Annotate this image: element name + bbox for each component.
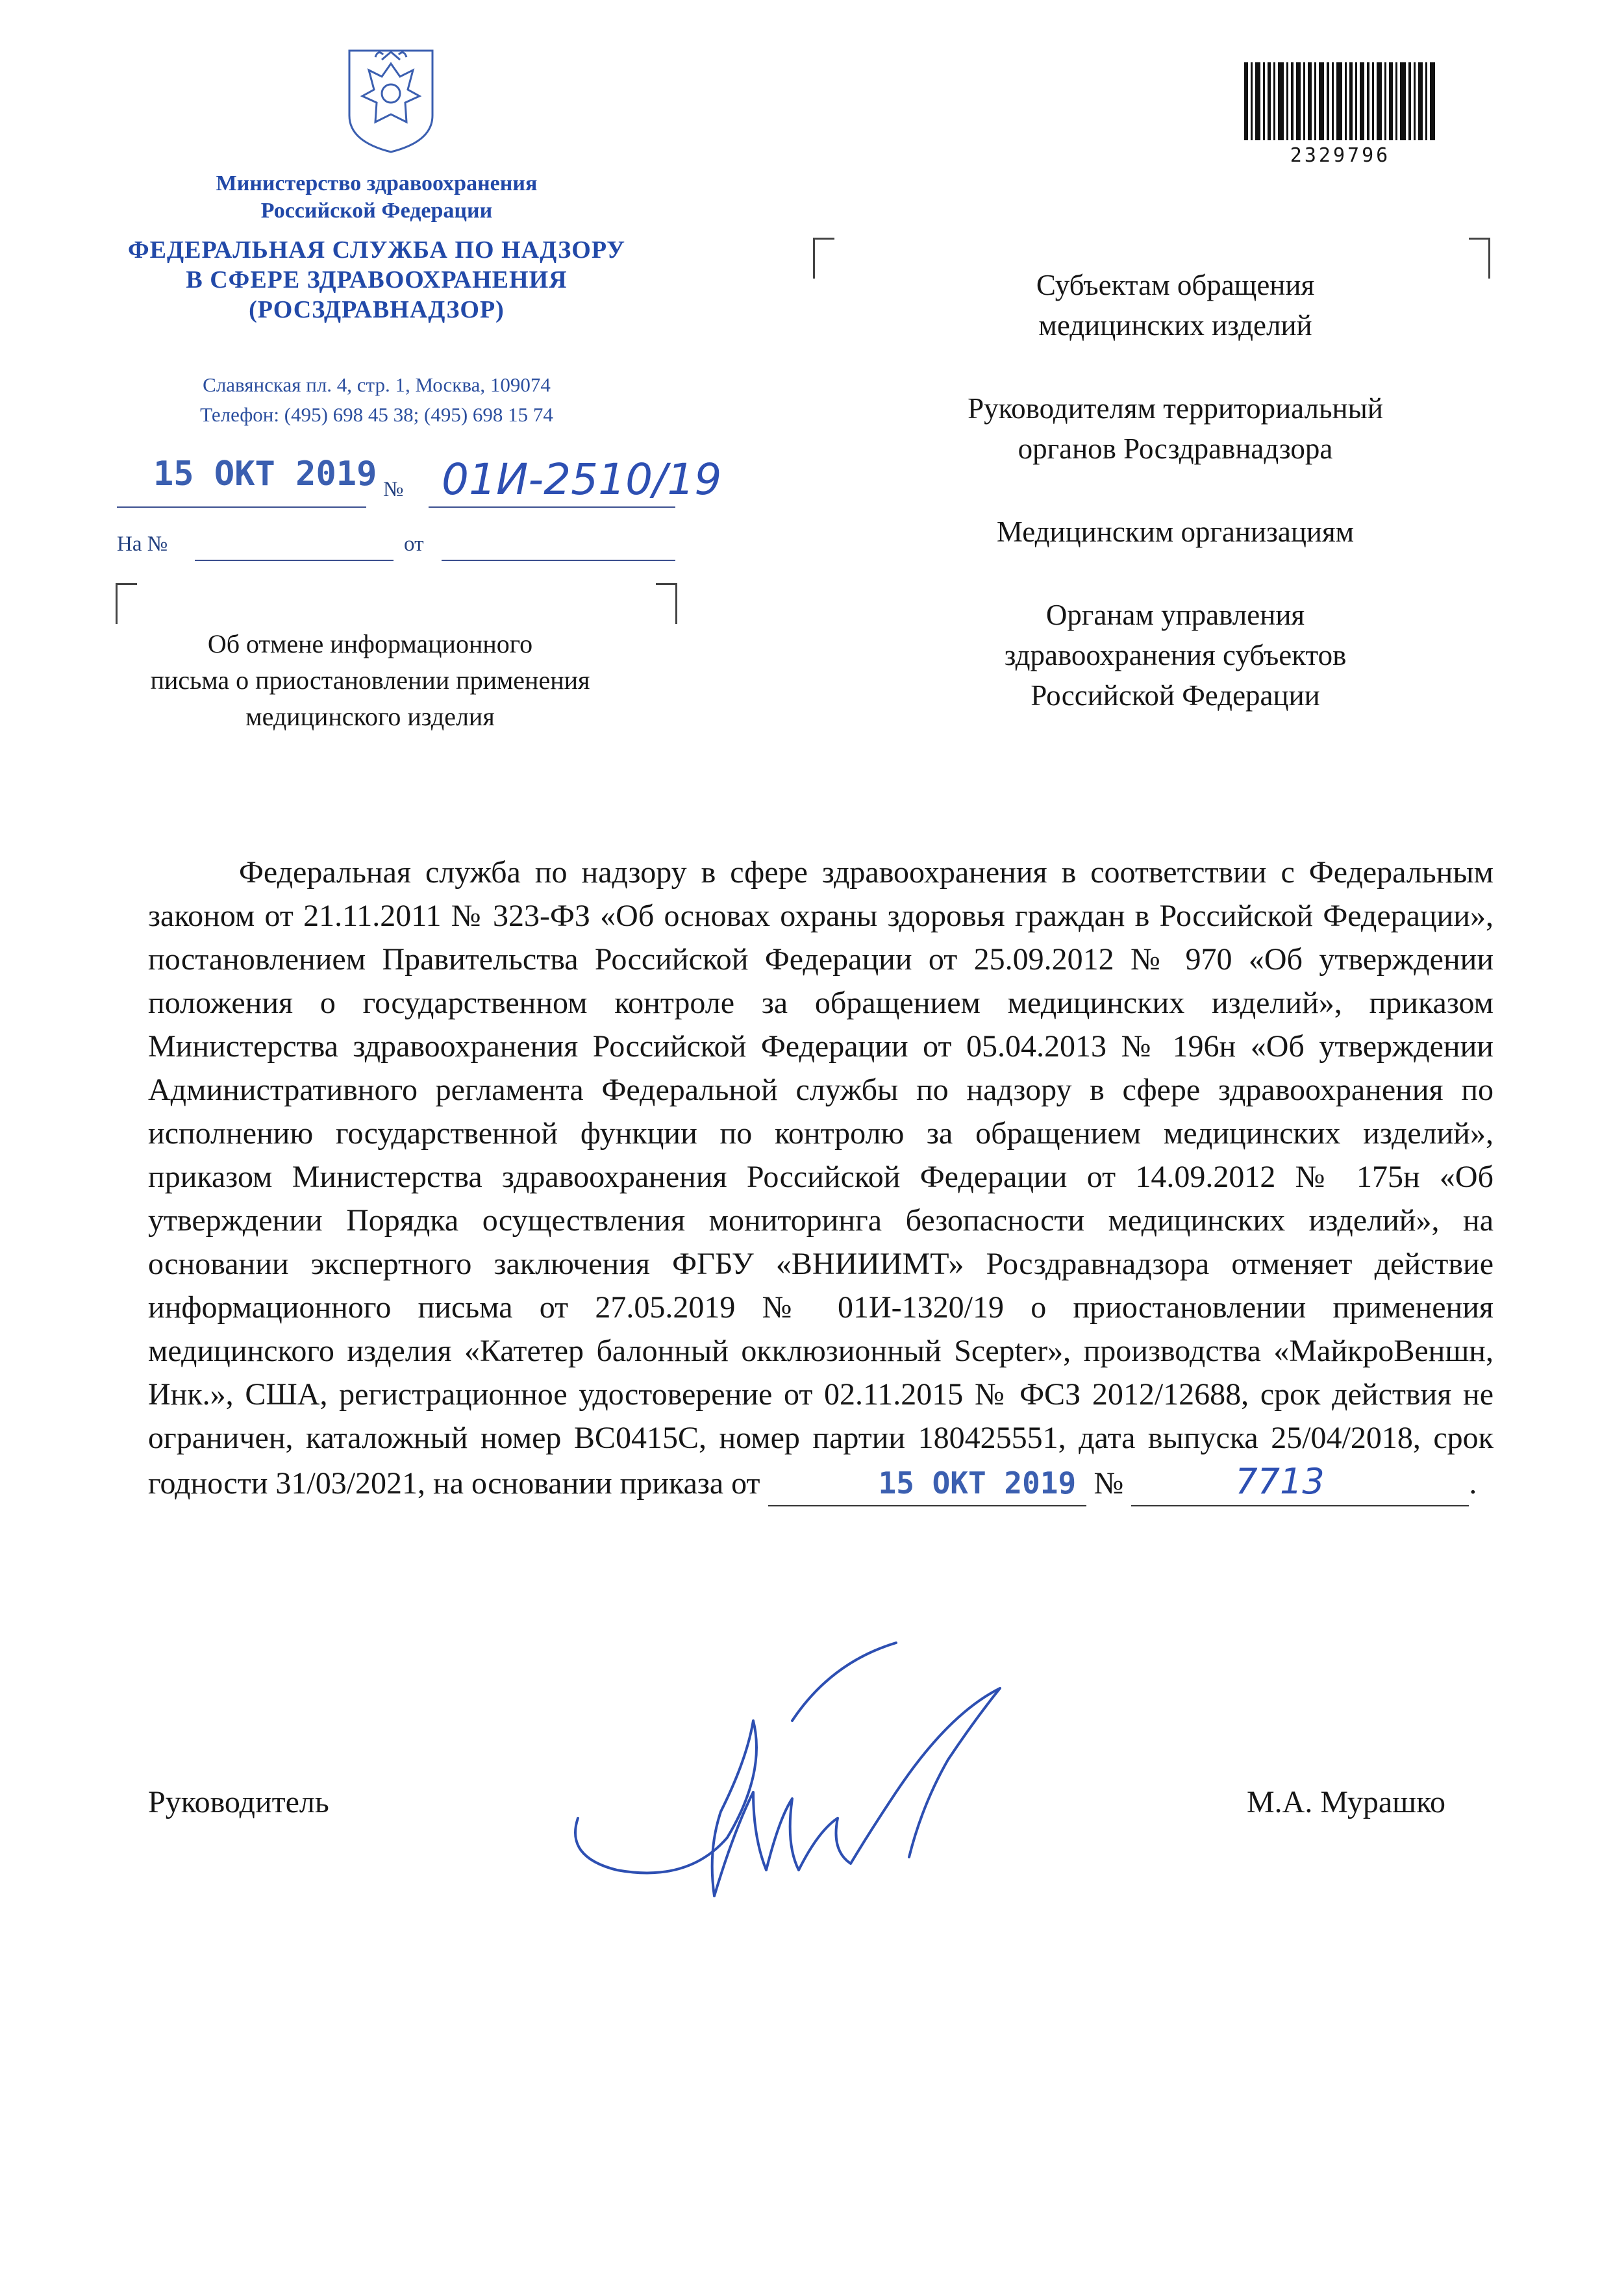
reference-number-label: На №: [117, 532, 168, 556]
address-block: [78, 370, 675, 430]
ministry-name: [78, 170, 675, 225]
phone-line: Телефон: (495) 698 45 38; (495) 698 15 74: [200, 403, 553, 426]
subject-line-3: медицинского изделия: [245, 702, 495, 731]
addressee-corner-left: [813, 238, 834, 279]
barcode: [1244, 62, 1436, 140]
order-number-handwritten: 7713: [1235, 1461, 1325, 1502]
signer-role: Руководитель: [148, 1785, 329, 1819]
subject-line-2: письма о приостановлении применения: [150, 666, 590, 695]
signer-name: М.А. Мурашко: [1247, 1785, 1445, 1819]
registration-number-handwritten: 01И-2510/19: [442, 455, 722, 505]
addressee-1: [870, 265, 1481, 345]
ministry-line-2: Российской Федерации: [260, 199, 493, 223]
addressee-list: [870, 265, 1481, 758]
addressee-4-line-1: Органам управления: [1045, 599, 1305, 631]
subject-corner-right: [656, 583, 677, 624]
letter-subject: [123, 626, 617, 735]
letter-body: [148, 851, 1494, 1506]
body-end-punct: .: [1469, 1466, 1477, 1501]
coat-of-arms-emblem: [336, 38, 445, 156]
order-date-field: [768, 1462, 1086, 1506]
addressee-2-line-2: органов Росздравнадзора: [1018, 432, 1333, 465]
number-label: №: [383, 478, 404, 501]
addressee-3-line-1: Медицинским организациям: [996, 516, 1355, 548]
addressee-3: [870, 512, 1481, 552]
reference-from-label: от: [404, 532, 424, 556]
body-paragraph: Федеральная служба по надзору в сфере здравоохранения в соответствии с Федеральным законом от 21.11.2011 № 323-ФЗ «Об основах охраны здоровья граждан в Российской Федерации», постановлением Правительства Российской Федерации от 25.09.2012 № 970 «Об утверждении положения о государственном контроле за обращением медицинских изделий», приказом Министерства здравоохранения Российской Федерации от 05.04.2013 № 196н «Об утверждении Административного регламента Федеральной службы по надзору в сфере здравоохранения по исполнению государственной функции по контролю за обращением медицинских изделий», приказом Министерства здравоохранения Российской Федерации от 14.09.2012 № 175н «Об утверждении Порядка осуществления мониторинга безопасности медицинских изделий», на основании экспертного заключения ФГБУ «ВНИИИМТ» Росздравнадзора отменяет действие информационного письма от 27.05.2019 № 01И-1320/19 о приостановлении применения медицинского изделия «Катетер балонный окклюзионный Scepter», производства «МайкроВеншн, Инк.», США, регистрационное удостоверение от 02.11.2015 № ФСЗ 2012/12688, срок действия не ограничен, каталожный номер BC0415C, номер партии 180425551, дата выпуска 25/04/2018, срок годности 31/03/2021, на основании приказа от: [148, 855, 1494, 1501]
subject-corner-left: [116, 583, 137, 624]
addressee-4-line-3: Российской Федерации: [1031, 679, 1320, 712]
addressee-1-line-1: Субъектам обращения: [1036, 269, 1315, 301]
order-date-stamp: 15 ОКТ 2019: [878, 1466, 1077, 1501]
handwritten-signature: [558, 1623, 1078, 1922]
date-stamp: 15 ОКТ 2019: [153, 455, 377, 493]
order-number-field: [1131, 1460, 1469, 1506]
reference-number-underline: [195, 560, 394, 561]
date-underline: [117, 506, 366, 508]
addressee-4-line-2: здравоохранения субъектов: [1004, 639, 1347, 671]
addressee-2-line-1: Руководителям территориальный: [968, 392, 1383, 425]
service-name: [78, 235, 675, 325]
number-underline: [429, 506, 675, 508]
addressee-1-line-2: медицинских изделий: [1038, 309, 1312, 342]
barcode-number: 2329796: [1290, 144, 1391, 167]
service-line-3: (РОСЗДРАВНАДЗОР): [249, 296, 505, 323]
subject-line-1: Об отмене информационного: [207, 629, 533, 658]
reference-date-underline: [442, 560, 675, 561]
order-number-label: №: [1094, 1466, 1124, 1501]
ministry-line-1: Министерство здравоохранения: [216, 171, 538, 195]
addressee-2: [870, 388, 1481, 469]
address-line: Славянская пл. 4, стр. 1, Москва, 109074: [203, 373, 551, 396]
service-line-1: ФЕДЕРАЛЬНАЯ СЛУЖБА ПО НАДЗОРУ: [128, 236, 625, 264]
addressee-4: [870, 595, 1481, 716]
service-line-2: В СФЕРЕ ЗДРАВООХРАНЕНИЯ: [186, 266, 568, 293]
